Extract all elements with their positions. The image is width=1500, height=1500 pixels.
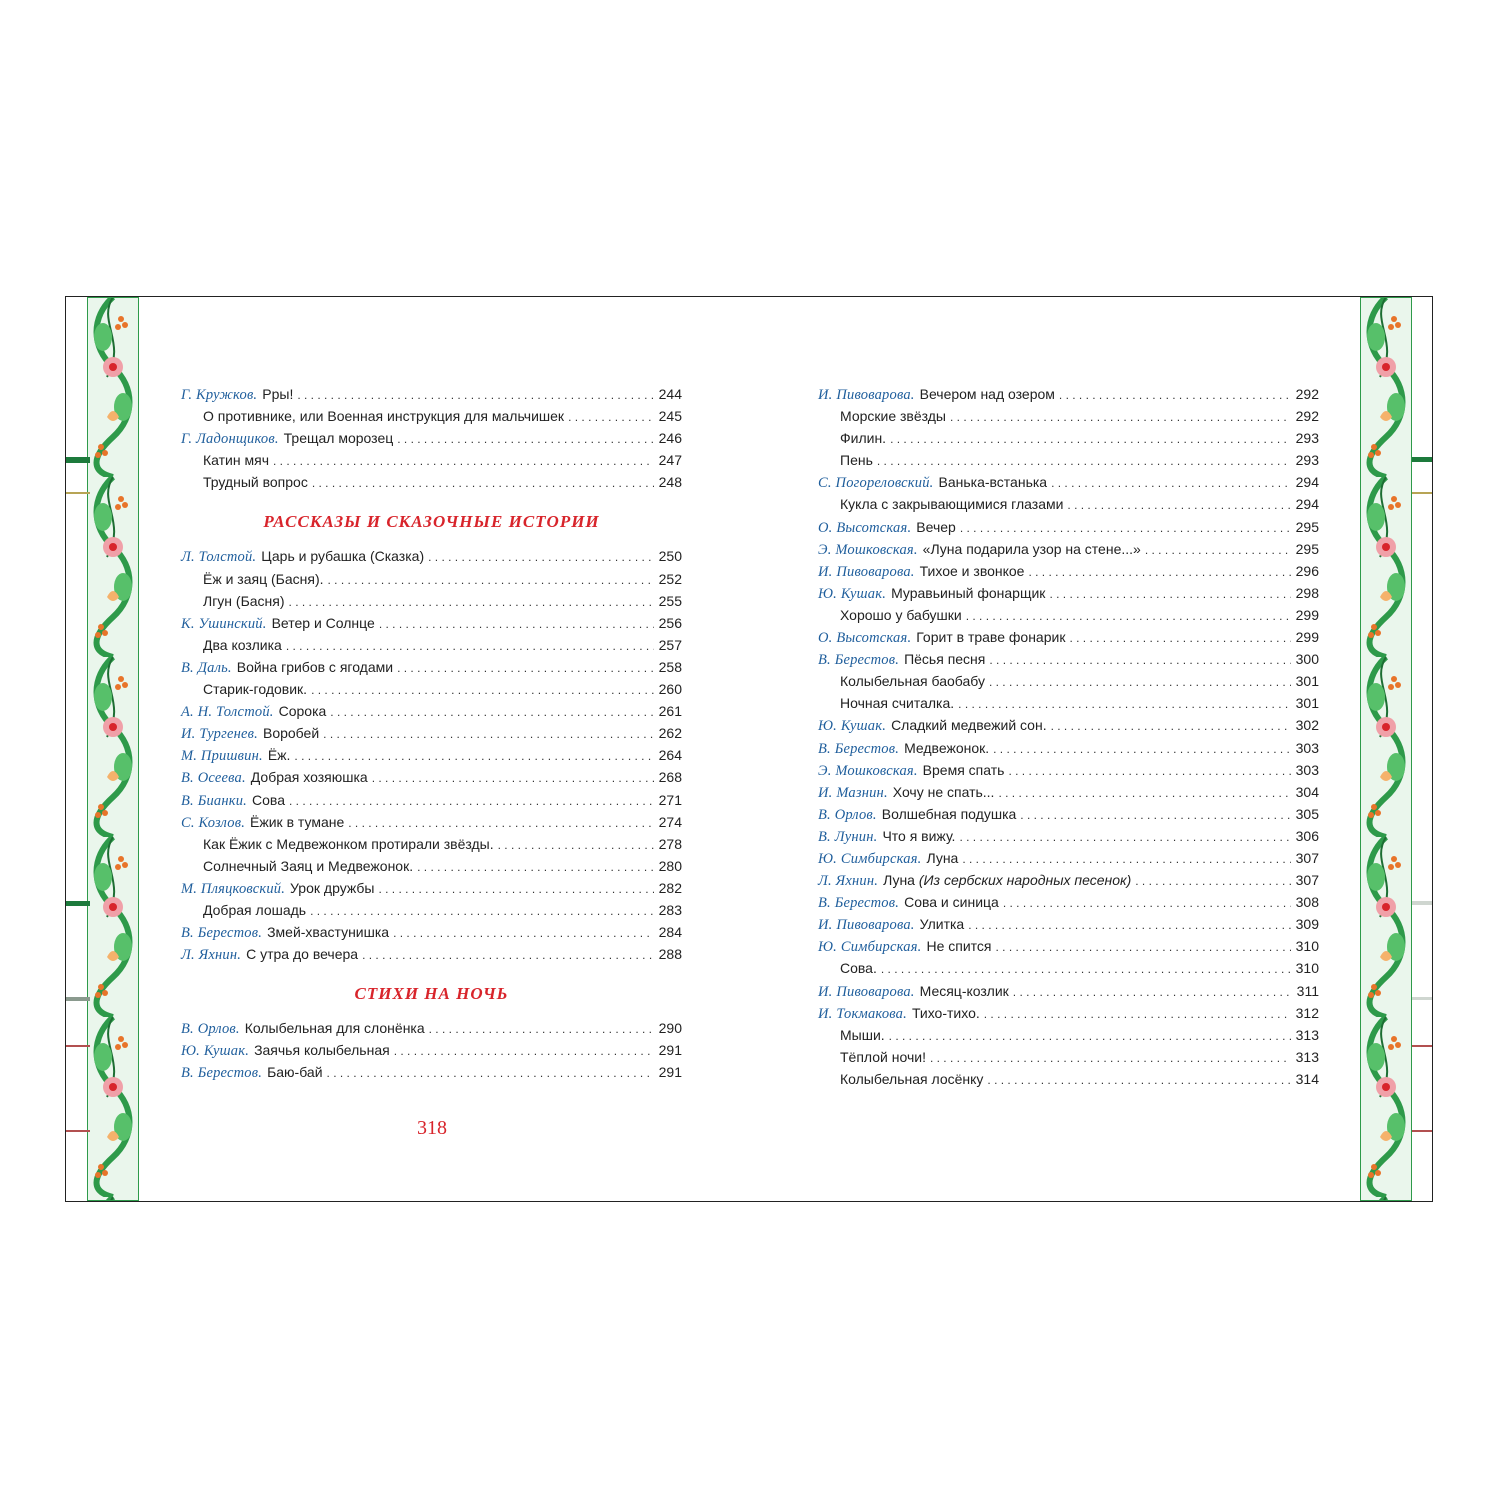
toc-entry[interactable] xyxy=(818,714,1319,736)
toc-leader-dots xyxy=(393,922,654,944)
toc-title: Сова. xyxy=(840,960,877,977)
toc-leader-dots xyxy=(998,782,1291,804)
toc-title: Война грибов с ягодами xyxy=(236,658,394,675)
toc-title: Хочу не спать... xyxy=(892,783,995,800)
toc-leader-dots xyxy=(417,856,654,878)
toc-leader-dots xyxy=(966,605,1291,627)
toc-entry[interactable] xyxy=(818,692,1319,714)
toc-author: В. Берестов. xyxy=(181,1065,263,1082)
toc-entry[interactable] xyxy=(181,766,682,788)
toc-leader-dots xyxy=(362,944,654,966)
toc-page-number: 262 xyxy=(658,725,682,742)
toc-leader-dots xyxy=(311,679,654,701)
toc-entry[interactable] xyxy=(818,891,1319,913)
toc-page-number: 310 xyxy=(1295,938,1319,955)
toc-leader-dots xyxy=(348,812,654,834)
toc-author: И. Мазнин. xyxy=(818,784,888,801)
toc-leader-dots xyxy=(498,834,654,856)
toc-title: Морские звёзды xyxy=(840,408,946,425)
toc-page-number: 274 xyxy=(658,813,682,830)
toc-entry[interactable] xyxy=(181,656,682,678)
toc-page-number: 302 xyxy=(1295,717,1319,734)
toc-entry[interactable] xyxy=(818,1046,1319,1068)
section-heading: РАССКАЗЫ И СКАЗОЧНЫЕ ИСТОРИИ xyxy=(263,512,600,532)
toc-title: Не спится xyxy=(926,938,992,955)
toc-page-number: 298 xyxy=(1295,584,1319,601)
toc-author: Ю. Симбирская. xyxy=(818,850,922,867)
toc-page-number: 293 xyxy=(1295,452,1319,469)
toc-leader-dots xyxy=(1008,760,1291,782)
toc-title: Змей-хвастунишка xyxy=(267,924,390,941)
toc-page-number: 248 xyxy=(658,474,682,491)
toc-author: Э. Мошковская. xyxy=(818,541,918,558)
toc-entry[interactable] xyxy=(818,759,1319,781)
toc-author: С. Погореловский. xyxy=(818,475,934,492)
toc-author: Г. Кружков. xyxy=(181,387,258,403)
side-tab xyxy=(1412,457,1432,462)
toc-entry[interactable] xyxy=(181,943,682,965)
toc-page-number: 293 xyxy=(1295,430,1319,447)
toc-page-number: 313 xyxy=(1295,1026,1319,1043)
toc-page-number: 288 xyxy=(658,946,682,963)
toc-title: Ванька-встанька xyxy=(938,474,1048,491)
toc-entry[interactable] xyxy=(818,737,1319,759)
toc-page-number: 268 xyxy=(658,769,682,786)
toc-entry[interactable] xyxy=(818,405,1319,427)
side-tab xyxy=(1412,1045,1432,1047)
toc-leader-dots xyxy=(1028,561,1291,583)
toc-entry[interactable] xyxy=(181,700,682,722)
toc-page-number: 282 xyxy=(658,879,682,896)
toc-page-number: 307 xyxy=(1295,849,1319,866)
toc-author: Ю. Кушак. xyxy=(818,585,887,602)
toc-title: Два козлика xyxy=(203,636,282,653)
toc-leader-dots xyxy=(289,591,654,613)
toc-entry[interactable] xyxy=(818,1002,1319,1024)
toc-leader-dots xyxy=(989,649,1291,671)
toc-title: Трудный вопрос xyxy=(203,474,308,491)
toc-author: В. Осеева. xyxy=(181,770,246,787)
toc-title: Время спать xyxy=(922,761,1005,778)
toc-page-number: 312 xyxy=(1295,1004,1319,1021)
toc-leader-dots xyxy=(962,848,1291,870)
toc-leader-dots xyxy=(323,723,654,745)
toc-page-number: 295 xyxy=(1295,540,1319,557)
side-tab xyxy=(66,1045,90,1047)
toc-leader-dots xyxy=(950,406,1291,428)
toc-author: Ю. Симбирская. xyxy=(818,939,922,956)
toc-page-number: 252 xyxy=(658,570,682,587)
side-tab xyxy=(66,1130,90,1132)
toc-title: Сова xyxy=(252,791,285,808)
toc-entry[interactable] xyxy=(818,847,1319,869)
toc-author: Л. Яхнин. xyxy=(818,873,879,890)
toc-leader-dots xyxy=(397,657,654,679)
toc-title: Филин. xyxy=(840,430,887,447)
toc-page-number: 280 xyxy=(658,857,682,874)
toc-title: С утра до вечера xyxy=(246,946,359,963)
toc-entry[interactable] xyxy=(818,449,1319,471)
toc-title: Пень xyxy=(840,452,873,469)
toc-entry[interactable] xyxy=(181,427,682,449)
toc-page-number: 245 xyxy=(658,408,682,425)
toc-title: Ночная считалка. xyxy=(840,695,955,712)
toc-entry[interactable] xyxy=(818,383,1319,405)
toc-page-number: 292 xyxy=(1295,386,1319,402)
toc-entry[interactable] xyxy=(818,648,1319,670)
toc-title: Хорошо у бабушки xyxy=(840,606,962,623)
toc-title: Заячья колыбельная xyxy=(254,1042,390,1059)
toc-page-number: 311 xyxy=(1296,982,1319,999)
toc-entry[interactable] xyxy=(181,568,682,590)
toc-leader-dots xyxy=(889,1025,1291,1047)
side-tab xyxy=(66,457,90,463)
toc-title: Тихое и звонкое xyxy=(919,562,1025,579)
toc-entry[interactable] xyxy=(181,899,682,921)
toc-author: В. Орлов. xyxy=(818,806,877,823)
toc-entry[interactable] xyxy=(818,825,1319,847)
toc-entry[interactable] xyxy=(818,604,1319,626)
toc-entry[interactable] xyxy=(181,877,682,899)
toc-entry[interactable] xyxy=(181,678,682,700)
toc-author: В. Бианки. xyxy=(181,792,248,809)
toc-title: О противнике, или Военная инструкция для мальчишек xyxy=(203,408,565,425)
toc-leader-dots xyxy=(989,671,1291,693)
left-table-of-contents xyxy=(181,383,682,1084)
toc-page-number: 291 xyxy=(658,1042,682,1059)
toc-leader-dots xyxy=(289,790,654,812)
toc-title: Сова и синица xyxy=(904,894,999,911)
toc-page-number: 299 xyxy=(1295,629,1319,646)
toc-leader-dots xyxy=(959,826,1291,848)
toc-title: Баю-бай xyxy=(267,1064,323,1081)
side-tab xyxy=(66,492,90,494)
toc-entry[interactable] xyxy=(818,980,1319,1002)
page-number: 318 xyxy=(417,1117,447,1139)
toc-entry[interactable] xyxy=(818,670,1319,692)
toc-title: Воробей xyxy=(262,725,320,742)
toc-entry[interactable] xyxy=(181,545,682,567)
toc-page-number: 264 xyxy=(658,747,682,764)
toc-author: М. Пришвин. xyxy=(181,748,263,765)
toc-page-number: 306 xyxy=(1295,827,1319,844)
toc-title: «Луна подарила узор на стене...» xyxy=(922,540,1141,557)
toc-author: И. Пивоварова. xyxy=(818,983,915,1000)
toc-entry[interactable] xyxy=(181,634,682,656)
toc-entry[interactable] xyxy=(818,1068,1319,1090)
toc-page-number: 292 xyxy=(1295,408,1319,425)
toc-entry[interactable] xyxy=(181,383,682,405)
toc-page-number: 291 xyxy=(658,1064,682,1081)
toc-title: Колыбельная для слонёнка xyxy=(244,1020,425,1037)
toc-page-number: 260 xyxy=(658,681,682,698)
side-tab xyxy=(1412,997,1432,1000)
toc-page-number: 313 xyxy=(1295,1048,1319,1065)
toc-entry[interactable] xyxy=(818,869,1319,891)
toc-leader-dots xyxy=(960,517,1291,539)
toc-title: Катин мяч xyxy=(203,452,269,469)
toc-author: Г. Ладонщиков. xyxy=(181,431,279,448)
toc-page-number: 303 xyxy=(1295,761,1319,778)
toc-title: Сладкий медвежий сон. xyxy=(891,717,1047,734)
toc-author: Э. Мошковская. xyxy=(818,762,918,779)
toc-title: Колыбельная лосёнку xyxy=(840,1070,984,1087)
toc-leader-dots xyxy=(1067,494,1291,516)
toc-page-number: 278 xyxy=(658,835,682,852)
side-tab xyxy=(1412,1130,1432,1132)
toc-page-number: 244 xyxy=(658,386,682,402)
toc-entry[interactable] xyxy=(818,560,1319,582)
side-tab xyxy=(66,997,90,1001)
toc-author: О. Высотская. xyxy=(818,519,912,536)
toc-entry[interactable] xyxy=(181,811,682,833)
toc-title: Кукла с закрывающимися глазами xyxy=(840,496,1064,513)
toc-title: Как Ёжик с Медвежонком протирали звёзды. xyxy=(203,835,494,852)
toc-leader-dots xyxy=(1145,539,1291,561)
toc-author: В. Берестов. xyxy=(181,925,263,942)
toc-entry[interactable] xyxy=(818,1024,1319,1046)
toc-title: Сорока xyxy=(278,703,327,720)
toc-leader-dots xyxy=(1059,384,1291,406)
toc-title: Луна xyxy=(926,849,959,866)
toc-page-number: 295 xyxy=(1295,518,1319,535)
toc-author: В. Берестов. xyxy=(818,895,900,912)
toc-title: Что я вижу. xyxy=(882,827,956,844)
toc-page-number: 290 xyxy=(658,1020,682,1037)
toc-entry[interactable] xyxy=(181,612,682,634)
toc-page-number: 258 xyxy=(658,658,682,675)
section-heading: СТИХИ НА НОЧЬ xyxy=(354,984,509,1004)
toc-page-number: 256 xyxy=(658,614,682,631)
toc-title: Улитка xyxy=(919,916,965,933)
side-tab xyxy=(1412,492,1432,494)
toc-page-number: 301 xyxy=(1295,673,1319,690)
toc-author: В. Даль. xyxy=(181,659,232,676)
toc-author: В. Орлов. xyxy=(181,1021,240,1038)
toc-leader-dots xyxy=(968,914,1291,936)
toc-entry[interactable] xyxy=(818,582,1319,604)
toc-author: И. Тургенев. xyxy=(181,726,258,743)
toc-leader-dots xyxy=(294,745,654,767)
book-spread xyxy=(65,296,1433,1202)
toc-author: М. Пляцковский. xyxy=(181,880,286,897)
toc-page-number: 301 xyxy=(1295,695,1319,712)
toc-author: К. Ушинский. xyxy=(181,615,267,632)
toc-title: Ёжик в тумане xyxy=(250,813,345,830)
toc-title: Трещал морозец xyxy=(283,430,394,447)
toc-title: Колыбельная баобабу xyxy=(840,673,985,690)
toc-title: Вечером над озером xyxy=(919,386,1055,402)
toc-page-number: 310 xyxy=(1295,960,1319,977)
toc-title: Старик-годовик. xyxy=(203,681,308,698)
toc-page-number: 283 xyxy=(658,901,682,918)
toc-title: Тёплой ночи! xyxy=(840,1048,926,1065)
toc-page-number: 307 xyxy=(1295,872,1319,889)
toc-leader-dots xyxy=(1069,627,1291,649)
right-table-of-contents xyxy=(818,383,1319,1090)
toc-leader-dots xyxy=(428,546,654,568)
left-ornament-border xyxy=(87,297,139,1201)
toc-leader-dots xyxy=(1049,583,1291,605)
toc-leader-dots xyxy=(996,936,1292,958)
toc-entry[interactable] xyxy=(181,833,682,855)
toc-page-number: 296 xyxy=(1295,562,1319,579)
toc-entry[interactable] xyxy=(818,427,1319,449)
toc-entry[interactable] xyxy=(181,1017,682,1039)
toc-entry[interactable] xyxy=(818,935,1319,957)
toc-author: В. Берестов. xyxy=(818,652,900,669)
toc-page-number: 304 xyxy=(1295,783,1319,800)
toc-leader-dots xyxy=(1051,715,1291,737)
toc-author: Л. Яхнин. xyxy=(181,947,242,964)
toc-page-number: 308 xyxy=(1295,894,1319,911)
toc-leader-dots xyxy=(327,1062,654,1084)
toc-leader-dots xyxy=(930,1047,1291,1069)
toc-entry[interactable] xyxy=(818,803,1319,825)
toc-entry[interactable] xyxy=(181,449,682,471)
toc-author: И. Пивоварова. xyxy=(818,563,915,580)
toc-entry[interactable] xyxy=(181,1039,682,1061)
toc-title: Тихо-тихо. xyxy=(911,1004,980,1021)
toc-entry[interactable] xyxy=(181,1061,682,1083)
toc-leader-dots xyxy=(890,428,1291,450)
toc-author: И. Пивоварова. xyxy=(818,387,915,403)
side-tab xyxy=(66,901,90,906)
toc-title: Добрая хозяюшка xyxy=(250,769,368,786)
toc-title: Лгун (Басня) xyxy=(203,592,285,609)
toc-title: Рры! xyxy=(262,386,294,402)
toc-title: Ветер и Солнце xyxy=(271,614,375,631)
toc-author: О. Высотская. xyxy=(818,630,912,647)
toc-entry[interactable] xyxy=(181,722,682,744)
toc-author: И. Токмакова. xyxy=(818,1005,907,1022)
toc-leader-dots xyxy=(372,767,654,789)
toc-entry[interactable] xyxy=(818,913,1319,935)
toc-title: Волшебная подушка xyxy=(881,805,1017,822)
toc-leader-dots xyxy=(394,1040,654,1062)
toc-page-number: 309 xyxy=(1295,916,1319,933)
toc-author: С. Козлов. xyxy=(181,814,246,831)
toc-page-number: 314 xyxy=(1295,1070,1319,1087)
toc-entry[interactable] xyxy=(181,471,682,493)
toc-author: В. Берестов. xyxy=(818,740,900,757)
toc-entry[interactable] xyxy=(818,781,1319,803)
toc-leader-dots xyxy=(378,878,654,900)
toc-page-number: 271 xyxy=(658,791,682,808)
toc-author: А. Н. Толстой. xyxy=(181,704,274,721)
toc-title: Медвежонок. xyxy=(904,739,990,756)
toc-leader-dots xyxy=(877,450,1291,472)
toc-leader-dots xyxy=(397,428,654,450)
toc-title: Урок дружбы xyxy=(290,879,375,896)
toc-page-number: 246 xyxy=(658,430,682,447)
toc-leader-dots xyxy=(1003,892,1291,914)
toc-author: В. Лунин. xyxy=(818,828,878,845)
toc-leader-dots xyxy=(310,900,654,922)
toc-title: Луна (Из сербских народных песенок) xyxy=(883,872,1132,889)
toc-page-number: 305 xyxy=(1295,805,1319,822)
toc-page-number: 284 xyxy=(658,924,682,941)
toc-leader-dots xyxy=(330,701,654,723)
toc-leader-dots xyxy=(958,693,1291,715)
toc-page-number: 257 xyxy=(658,636,682,653)
toc-page-number: 250 xyxy=(658,548,682,565)
toc-entry[interactable] xyxy=(818,516,1319,538)
toc-leader-dots xyxy=(379,613,654,635)
toc-leader-dots xyxy=(312,472,654,494)
toc-entry[interactable] xyxy=(818,493,1319,515)
toc-title: Пёсья песня xyxy=(904,651,986,668)
toc-author: И. Пивоварова. xyxy=(818,917,915,934)
toc-title: Мыши. xyxy=(840,1026,885,1043)
toc-leader-dots xyxy=(1135,870,1291,892)
toc-page-number: 299 xyxy=(1295,606,1319,623)
toc-leader-dots xyxy=(297,384,654,406)
toc-page-number: 300 xyxy=(1295,651,1319,668)
toc-page-number: 255 xyxy=(658,592,682,609)
toc-entry[interactable] xyxy=(818,538,1319,560)
toc-entry[interactable] xyxy=(181,921,682,943)
toc-leader-dots xyxy=(993,738,1291,760)
toc-title: Ёж. xyxy=(267,747,291,764)
toc-page-number: 261 xyxy=(658,703,682,720)
toc-leader-dots xyxy=(429,1018,654,1040)
toc-leader-dots xyxy=(987,1069,1291,1091)
toc-title: Ёж и заяц (Басня). xyxy=(203,570,324,587)
toc-entry[interactable] xyxy=(181,590,682,612)
toc-author: Л. Толстой. xyxy=(181,549,257,566)
toc-author: Ю. Кушак. xyxy=(181,1043,250,1060)
toc-title: Солнечный Заяц и Медвежонок. xyxy=(203,857,414,874)
toc-entry[interactable] xyxy=(818,471,1319,493)
toc-page-number: 247 xyxy=(658,452,682,469)
right-ornament-border xyxy=(1360,297,1412,1201)
toc-leader-dots xyxy=(984,1003,1291,1025)
toc-entry[interactable] xyxy=(181,855,682,877)
toc-author: Ю. Кушак. xyxy=(818,718,887,735)
toc-leader-dots xyxy=(328,569,654,591)
toc-page-number: 294 xyxy=(1295,496,1319,513)
toc-entry[interactable] xyxy=(181,789,682,811)
toc-page-number: 294 xyxy=(1295,474,1319,491)
toc-title: Муравьиный фонарщик xyxy=(891,584,1046,601)
toc-leader-dots xyxy=(286,635,654,657)
toc-leader-dots xyxy=(1013,981,1291,1003)
toc-title: Вечер xyxy=(916,518,956,535)
side-tab xyxy=(1412,901,1432,905)
toc-leader-dots xyxy=(1020,804,1291,826)
toc-leader-dots xyxy=(1051,472,1291,494)
toc-title: Добрая лошадь xyxy=(203,901,307,918)
toc-page-number: 303 xyxy=(1295,739,1319,756)
toc-entry[interactable] xyxy=(818,957,1319,979)
toc-leader-dots xyxy=(881,958,1291,980)
toc-entry[interactable] xyxy=(181,405,682,427)
toc-title: Горит в траве фонарик xyxy=(916,629,1066,646)
toc-leader-dots xyxy=(273,450,654,472)
toc-title: Царь и рубашка (Сказка) xyxy=(261,548,425,565)
toc-entry[interactable] xyxy=(818,626,1319,648)
toc-title: Месяц-козлик xyxy=(919,982,1009,999)
toc-entry[interactable] xyxy=(181,744,682,766)
toc-leader-dots xyxy=(568,406,654,428)
